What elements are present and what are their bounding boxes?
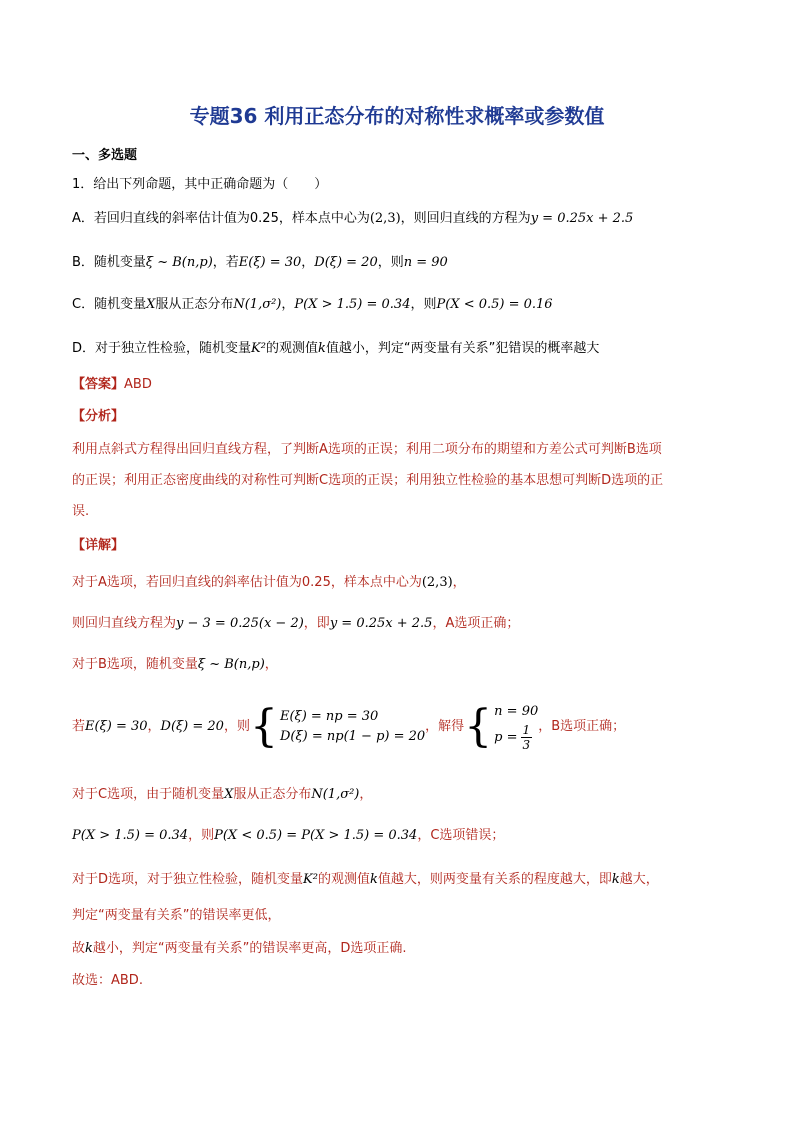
detail-b-line-1: 对于B选项，随机变量ξ ~ B(n,p)， (72, 657, 278, 672)
solution-system: { n = 90 p = $\frac{1}{3}$ (464, 700, 539, 752)
detail-label: 【详解】 (72, 538, 125, 553)
system-of-equations: { E(ξ) = np = 30 D(ξ) = np(1 − p) = 20 (249, 700, 426, 752)
analysis-label: 【分析】 (72, 409, 125, 424)
detail-a-line-2: 则回归直线方程为y − 3 = 0.25(x − 2)，即y = 0.25x + 2.5，A选项正确； (72, 616, 520, 631)
detail-a-line-1: 对于A选项，若回归直线的斜率估计值为0.25，样本点中心为(2,3)， (72, 575, 466, 590)
answer-line (72, 376, 152, 394)
option-d: D．对于独立性检验，随机变量K²的观测值k值越小，判定“两变量有关系”犯错误的概率越大 (72, 341, 600, 356)
detail-d-line-2: 判定“两变量有关系”的错误率更低， (72, 908, 281, 923)
section-heading: 一、多选题 (72, 148, 138, 163)
detail-b-line-2: 若E(ξ) = 30，D(ξ) = 20，则 { E(ξ) = np = 30 D(ξ) = np(1 − p) = 20 ，解得 { n = 90 p = $\frac{1}{3}$ ，B选项正确； (72, 700, 626, 752)
question-stem: 1．给出下列命题，其中正确命题为（ ） (72, 177, 328, 192)
answer-label: 【答案】 (72, 377, 125, 392)
analysis-line-1: 利用点斜式方程得出回归直线方程，了判断A选项的正误；利用二项分布的期望和方差公式可判断B选项 (72, 442, 662, 457)
detail-d-line-1: 对于D选项，对于独立性检验，随机变量K²的观测值k值越大，则两变量有关系的程度越大，即k越大， (72, 872, 659, 887)
detail-conclusion: 故选：ABD. (72, 973, 143, 988)
left-brace-icon: { (249, 700, 278, 752)
option-b: B．随机变量ξ ~ B(n,p)，若E(ξ) = 30，D(ξ) = 20，则n = 90 (72, 255, 448, 270)
answer-value: ABD (124, 377, 152, 392)
page-title: 专题36 利用正态分布的对称性求概率或参数值 (189, 104, 605, 128)
option-c: C．随机变量X服从正态分布N(1,σ²)，P(X > 1.5) = 0.34，则P(X < 0.5) = 0.16 (72, 297, 553, 312)
analysis-line-2: 的正误；利用正态密度曲线的对称性可判断C选项的正误；利用独立性检验的基本思想可判断D选项的正 (72, 473, 664, 488)
option-a: A．若回归直线的斜率估计值为0.25，样本点中心为(2,3)，则回归直线的方程为y = 0.25x + 2.5 (72, 211, 634, 226)
detail-c-line-1: 对于C选项，由于随机变量X服从正态分布N(1,σ²)， (72, 787, 373, 802)
detail-c-line-2: P(X > 1.5) = 0.34，则P(X < 0.5) = P(X > 1.5) = 0.34，C选项错误； (72, 828, 505, 843)
left-brace-icon: { (464, 700, 493, 752)
fraction: $\frac{1}{3}$ (522, 723, 531, 752)
detail-d-line-3: 故k越小，判定“两变量有关系”的错误率更高，D选项正确. (72, 941, 407, 956)
analysis-line-3: 误. (72, 504, 90, 519)
